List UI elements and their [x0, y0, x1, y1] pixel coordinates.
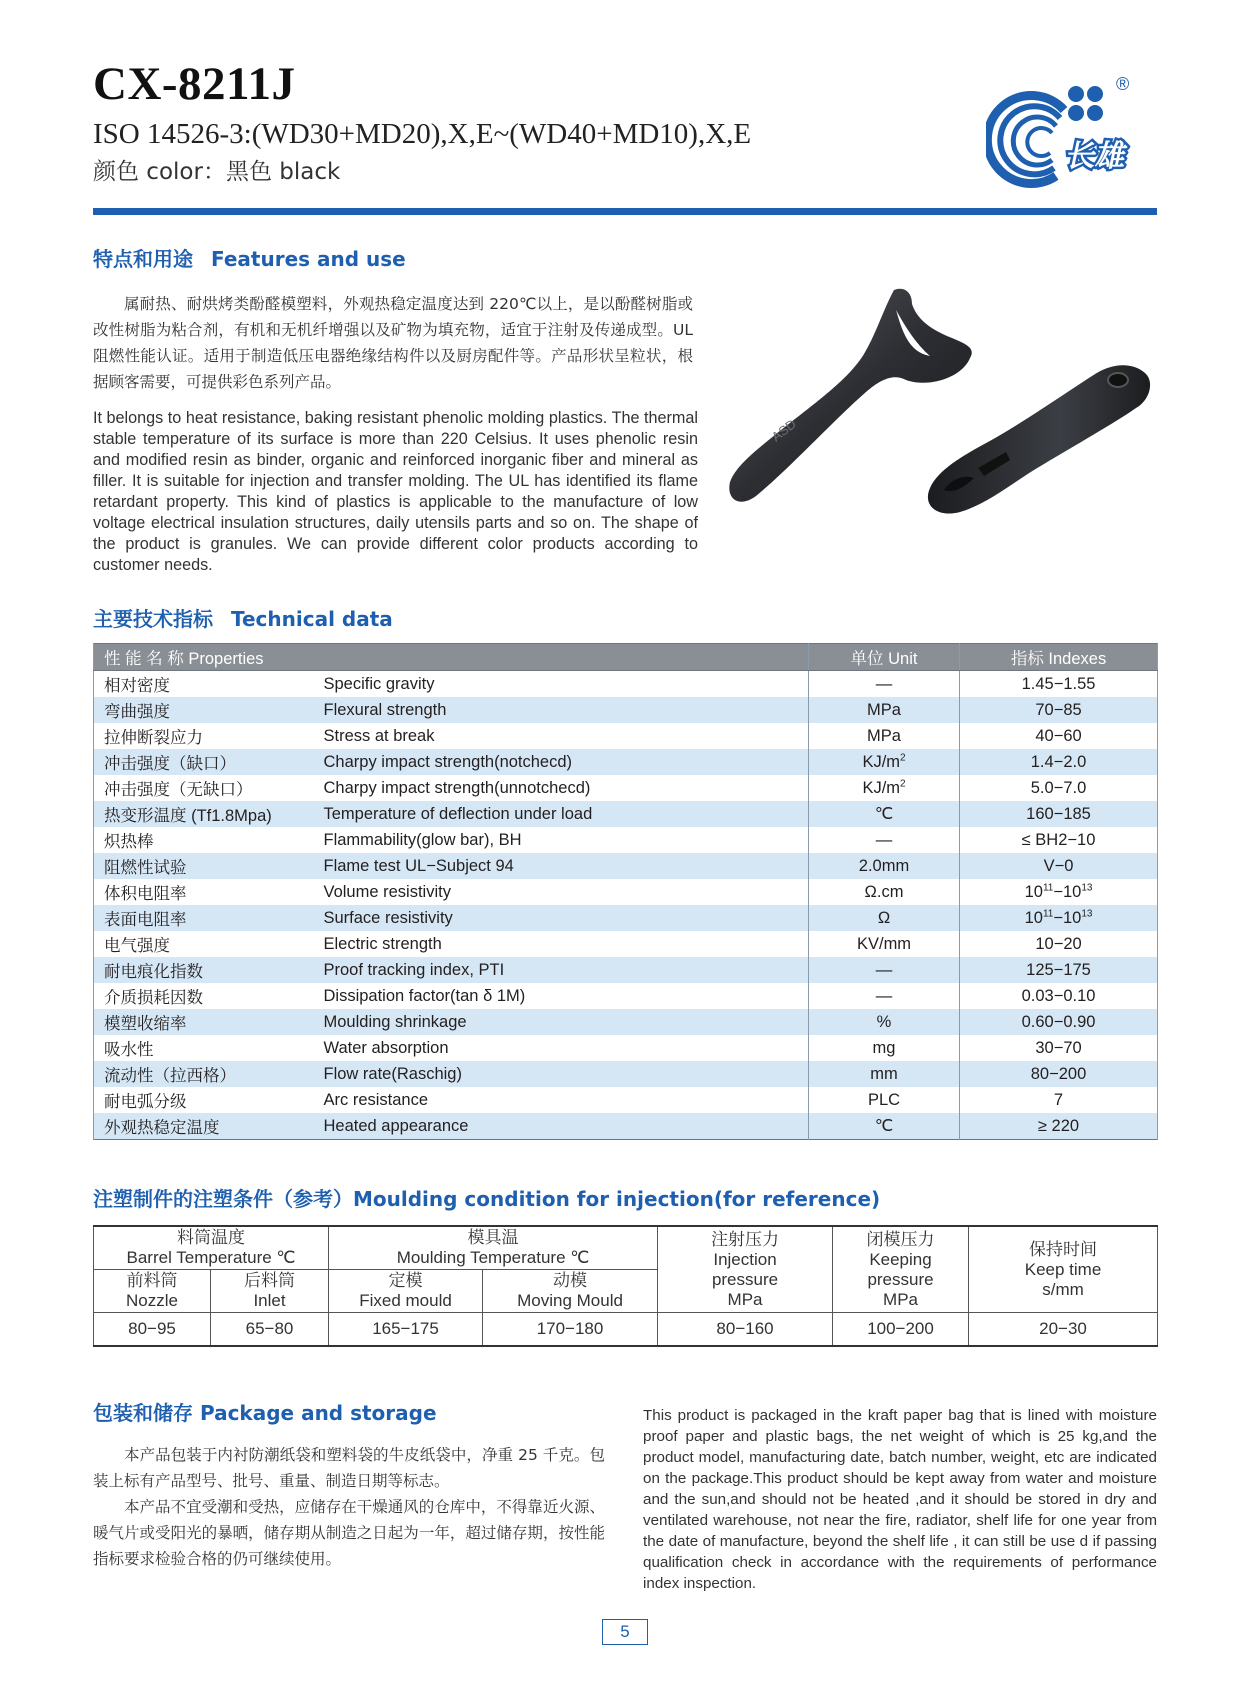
unit-text: % [876, 1012, 892, 1031]
property-index [960, 853, 1158, 879]
property-name-en: Proof tracking index, PTI [314, 957, 809, 983]
table-row [94, 671, 1158, 698]
moving-cn: 动模 [553, 1271, 588, 1290]
property-unit [809, 697, 960, 723]
package-cn-paragraph-1: 本产品包装于内衬防潮纸袋和塑料袋的牛皮纸袋中，净重 25 千克。包装上标有产品型号、批号、重量、制造日期等标志。 [93, 1446, 605, 1490]
property-name-en: Flow rate(Raschig) [314, 1061, 809, 1087]
unit-text: — [875, 830, 893, 849]
package-text-en: This product is packaged in the kraft paper bag that is lined with moisture proof paper and plastic bags, the net weight of which is 25 kg,and the product model, manufacturing date, batch number, weight, etc are indicated on the package.This product should be kept away from water and moisture and the sun,and should not be heated ,and it should be stored in dry and ventilated warehouse, not near the fire, radiator, shelf life for one year from the date of manufacture, beyond the shelf life , it can still be use d if passing qualification check in accordance with the requirements of performance index inspection. [643, 1407, 1157, 1592]
unit-text: — [875, 986, 893, 1005]
unit-text: — [875, 674, 893, 693]
property-unit [809, 723, 960, 749]
table-row [94, 1009, 1158, 1035]
property-unit [809, 827, 960, 853]
property-name-cn: 吸水性 [94, 1035, 314, 1061]
property-unit [809, 983, 960, 1009]
unit-text: ℃ [874, 805, 894, 823]
property-name-cn: 冲击强度（缺口） [94, 749, 314, 775]
property-name-en: Charpy impact strength(notchecd) [314, 749, 809, 775]
product-code: CX-8211J [93, 58, 296, 110]
registered-mark: ® [1116, 74, 1130, 94]
barrel-temp-cn: 料筒温度 [177, 1228, 245, 1247]
property-name-en: Surface resistivity [314, 905, 809, 931]
package-text-cn [93, 1442, 605, 1572]
property-name-cn: 阻燃性试验 [94, 853, 314, 879]
features-title-cn: 特点和用途 [93, 247, 193, 271]
table-row [94, 801, 1158, 827]
keeping-unit: MPa [883, 1289, 918, 1309]
property-name-cn: 热变形温度 (Tf1.8Mpa) [94, 801, 314, 827]
index-text: 10−20 [1035, 934, 1082, 953]
property-name-cn: 弯曲强度 [94, 697, 314, 723]
property-index [960, 1035, 1158, 1061]
value-nozzle: 80−95 [94, 1313, 211, 1347]
value-inlet: 65−80 [211, 1313, 329, 1347]
table-header-row [94, 644, 1158, 671]
features-text-cn: 属耐热、耐烘烤类酚醛模塑料，外观热稳定温度达到 220℃以上，是以酚醛树脂或改性树脂为粘合剂，有机和无机纤增强以及矿物为填充物，适宜于注射及传递成型。UL 阻燃性能认证。适用于制造低压电器绝缘结构件以及厨房配件等。产品形状呈粒状，根据顾客需要，可提供彩色系列产品。 [93, 295, 693, 391]
property-index [960, 931, 1158, 957]
logo-dot [1087, 105, 1103, 121]
index-exponent-low: 11 [1042, 882, 1054, 893]
property-unit [809, 801, 960, 827]
property-name-en: Dissipation factor(tan δ 1M) [314, 983, 809, 1009]
brand-text: 长雄 [1062, 139, 1131, 174]
value-keeping-pressure: 100−200 [833, 1313, 969, 1347]
table-row [94, 957, 1158, 983]
injection-cn: 注射压力 [711, 1229, 780, 1249]
color-line: 颜色 color：黑色 black [93, 159, 341, 185]
unit-superscript: 2 [900, 778, 906, 789]
logo-dot [1087, 86, 1103, 102]
moulding-values-row [94, 1313, 1158, 1347]
property-name-cn: 电气强度 [94, 931, 314, 957]
technical-title [93, 606, 393, 632]
handle-left [729, 289, 971, 502]
property-unit [809, 1035, 960, 1061]
mould-temp-en: Moulding Temperature ℃ [396, 1248, 590, 1267]
property-index [960, 905, 1158, 931]
property-name-en: Specific gravity [314, 671, 809, 698]
header-properties: 性 能 名 称 Properties [94, 644, 809, 671]
fixed-cn: 定模 [388, 1271, 423, 1290]
product-photo [726, 282, 1160, 552]
property-name-cn: 炽热棒 [94, 827, 314, 853]
property-name-cn: 体积电阻率 [94, 879, 314, 905]
property-unit [809, 671, 960, 698]
package-cn-paragraph-2: 本产品不宜受潮和受热，应储存在干燥通风的仓库中，不得靠近火源、暖气片或受阳光的暴晒，储存期从制造之日起为一年，超过储存期，按性能指标要求检验合格的仍可继续使用。 [93, 1498, 605, 1568]
index-text: 160−185 [1026, 804, 1091, 823]
index-text: 7 [1053, 1090, 1064, 1109]
keep-time-en: Keep time [1024, 1259, 1102, 1279]
property-name-en: Electric strength [314, 931, 809, 957]
unit-text: ℃ [874, 1117, 894, 1135]
table-row [94, 775, 1158, 801]
property-name-cn: 表面电阻率 [94, 905, 314, 931]
property-name-cn: 模塑收缩率 [94, 1009, 314, 1035]
unit-text: mg [872, 1038, 896, 1057]
features-title [93, 246, 406, 272]
technical-data-table [93, 643, 1158, 1140]
property-name-en: Temperature of deflection under load [314, 801, 809, 827]
moving-en: Moving Mould [517, 1291, 623, 1310]
property-name-en: Moulding shrinkage [314, 1009, 809, 1035]
property-name-cn: 拉伸断裂应力 [94, 723, 314, 749]
table-row [94, 1113, 1158, 1140]
table-row [94, 853, 1158, 879]
barrel-temp-en: Barrel Temperature ℃ [126, 1248, 296, 1267]
property-name-cn: 耐电痕化指数 [94, 957, 314, 983]
index-text: 125−175 [1026, 960, 1091, 979]
property-name-en: Heated appearance [314, 1113, 809, 1140]
property-name-en: Volume resistivity [314, 879, 809, 905]
unit-text: — [875, 960, 893, 979]
property-name-cn: 耐电弧分级 [94, 1087, 314, 1113]
index-text: 40−60 [1035, 726, 1082, 745]
keeping-cn: 闭模压力 [866, 1229, 935, 1249]
keeping-en: Keeping [869, 1249, 932, 1269]
property-index [960, 697, 1158, 723]
unit-text: 2.0mm [858, 856, 910, 875]
table-row [94, 905, 1158, 931]
value-keep-time: 20−30 [969, 1313, 1158, 1347]
property-unit [809, 749, 960, 775]
property-name-en: Charpy impact strength(unnotchecd) [314, 775, 809, 801]
table-row [94, 1035, 1158, 1061]
property-unit [809, 853, 960, 879]
property-unit [809, 957, 960, 983]
property-name-cn: 冲击强度（无缺口） [94, 775, 314, 801]
index-exponent-low: 11 [1042, 908, 1054, 919]
logo-dot [1068, 86, 1084, 102]
property-unit [809, 1009, 960, 1035]
unit-text: KJ/m [862, 752, 901, 771]
nozzle-header [94, 1270, 211, 1313]
features-title-en: Features and use [211, 247, 406, 271]
moulding-condition-table [93, 1225, 1158, 1347]
property-index [960, 1087, 1158, 1113]
unit-text: KJ/m [862, 778, 901, 797]
property-name-en: Flexural strength [314, 697, 809, 723]
header-rule [93, 208, 1157, 215]
nozzle-cn: 前料筒 [126, 1271, 178, 1290]
index-text: 0.03−0.10 [1021, 986, 1096, 1005]
property-index [960, 879, 1158, 905]
company-logo [986, 74, 1162, 194]
inlet-cn: 后料筒 [244, 1271, 295, 1290]
property-unit [809, 1061, 960, 1087]
table-row [94, 931, 1158, 957]
value-moving-mould: 170−180 [483, 1313, 658, 1347]
header-unit: 单位 Unit [809, 644, 960, 671]
package-title: 包装和储存 Package and storage [93, 1401, 437, 1425]
unit-text: mm [870, 1064, 898, 1083]
unit-text: MPa [867, 726, 901, 745]
index-text: 30−70 [1035, 1038, 1082, 1057]
property-unit [809, 905, 960, 931]
property-index [960, 1009, 1158, 1035]
index-text: 1.45−1.55 [1021, 674, 1096, 693]
property-index [960, 1061, 1158, 1087]
index-separator: −10 [1053, 882, 1082, 901]
header-indexes: 指标 Indexes [960, 644, 1158, 671]
value-fixed-mould: 165−175 [329, 1313, 483, 1347]
nozzle-en: Nozzle [126, 1291, 178, 1310]
table-row [94, 697, 1158, 723]
keep-time-cn: 保持时间 [1029, 1239, 1098, 1259]
property-index [960, 1113, 1158, 1140]
unit-text: Ω.cm [864, 882, 904, 901]
index-exponent-high: 13 [1081, 882, 1093, 893]
table-row [94, 723, 1158, 749]
fixed-mould-header [329, 1270, 483, 1313]
injection-pressure-header [658, 1226, 833, 1313]
property-unit [809, 1113, 960, 1140]
technical-title-cn: 主要技术指标 [93, 607, 213, 631]
property-unit [809, 931, 960, 957]
property-index [960, 983, 1158, 1009]
property-name-en: Flammability(glow bar), BH [314, 827, 809, 853]
index-text: ≥ 220 [1037, 1116, 1080, 1135]
photo-marking: ASD [768, 416, 799, 445]
keeping-pressure-header [833, 1226, 969, 1313]
barrel-temp-header [94, 1226, 329, 1270]
index-text: 5.0−7.0 [1030, 778, 1087, 797]
property-unit [809, 1087, 960, 1113]
unit-text: Ω [877, 908, 891, 927]
property-index [960, 801, 1158, 827]
inlet-header [211, 1270, 329, 1313]
property-index [960, 723, 1158, 749]
index-text: 70−85 [1035, 700, 1082, 719]
technical-title-en: Technical data [231, 607, 393, 631]
property-unit [809, 775, 960, 801]
page-number: 5 [602, 1619, 648, 1645]
property-name-en: Flame test UL−Subject 94 [314, 853, 809, 879]
moving-mould-header [483, 1270, 658, 1313]
index-base: 10 [1024, 882, 1043, 901]
index-separator: −10 [1053, 908, 1082, 927]
property-name-en: Stress at break [314, 723, 809, 749]
property-index [960, 827, 1158, 853]
property-unit [809, 879, 960, 905]
index-text: 1.4−2.0 [1030, 752, 1087, 771]
injection-pressure-word: pressure [711, 1269, 779, 1289]
index-exponent-high: 13 [1081, 908, 1093, 919]
property-index [960, 749, 1158, 775]
value-injection-pressure: 80−160 [658, 1313, 833, 1347]
keep-time-header [969, 1226, 1158, 1313]
iso-designation: ISO 14526-3:(WD30+MD20),X,E~(WD40+MD10),X,E [93, 118, 752, 150]
unit-text: MPa [867, 700, 901, 719]
property-name-cn: 相对密度 [94, 671, 314, 698]
table-row [94, 1087, 1158, 1113]
keep-time-unit: s/mm [1042, 1279, 1084, 1299]
property-name-en: Arc resistance [314, 1087, 809, 1113]
logo-dot [1068, 105, 1084, 121]
unit-text: PLC [867, 1090, 901, 1109]
table-row [94, 827, 1158, 853]
inlet-en: Inlet [253, 1291, 286, 1310]
features-text-en: It belongs to heat resistance, baking resistant phenolic molding plastics. The thermal stable temperature of its surface is more than 220 Celsius. It uses phenolic resin and modified resin as binder, organic and reinforced inorganic fiber and mineral as filler. It is suitable for injection and transfer molding. The UL has identified its flame retardant property. This kind of plastics is applicable to the manufacture of low voltage electrical insulation structures, daily utensils parts and so on. The shape of the product is granules. We can provide different color products according to customer needs. [93, 409, 698, 574]
moulding-title: 注塑制件的注塑条件（参考）Moulding condition for injection(for reference) [93, 1187, 881, 1211]
injection-unit: MPa [727, 1289, 763, 1309]
property-name-cn: 外观热稳定温度 [94, 1113, 314, 1140]
injection-en: Injection [713, 1249, 777, 1269]
table-row [94, 1061, 1158, 1087]
unit-text: KV/mm [856, 934, 912, 953]
keeping-pressure-word: pressure [867, 1269, 934, 1289]
property-name-en: Water absorption [314, 1035, 809, 1061]
mould-temp-header [329, 1226, 658, 1270]
index-text: 0.60−0.90 [1021, 1012, 1096, 1031]
property-index [960, 775, 1158, 801]
property-index [960, 671, 1158, 698]
property-index [960, 957, 1158, 983]
table-row [94, 749, 1158, 775]
index-text: 80−200 [1030, 1064, 1087, 1083]
property-name-cn: 流动性（拉西格） [94, 1061, 314, 1087]
table-row [94, 879, 1158, 905]
property-name-cn: 介质损耗因数 [94, 983, 314, 1009]
index-base: 10 [1024, 908, 1043, 927]
index-text: ≤ BH2−10 [1021, 830, 1096, 849]
mould-temp-cn: 模具温 [467, 1228, 519, 1247]
unit-superscript: 2 [900, 752, 906, 763]
table-row [94, 983, 1158, 1009]
fixed-en: Fixed mould [359, 1291, 452, 1310]
index-text: V−0 [1043, 856, 1074, 875]
